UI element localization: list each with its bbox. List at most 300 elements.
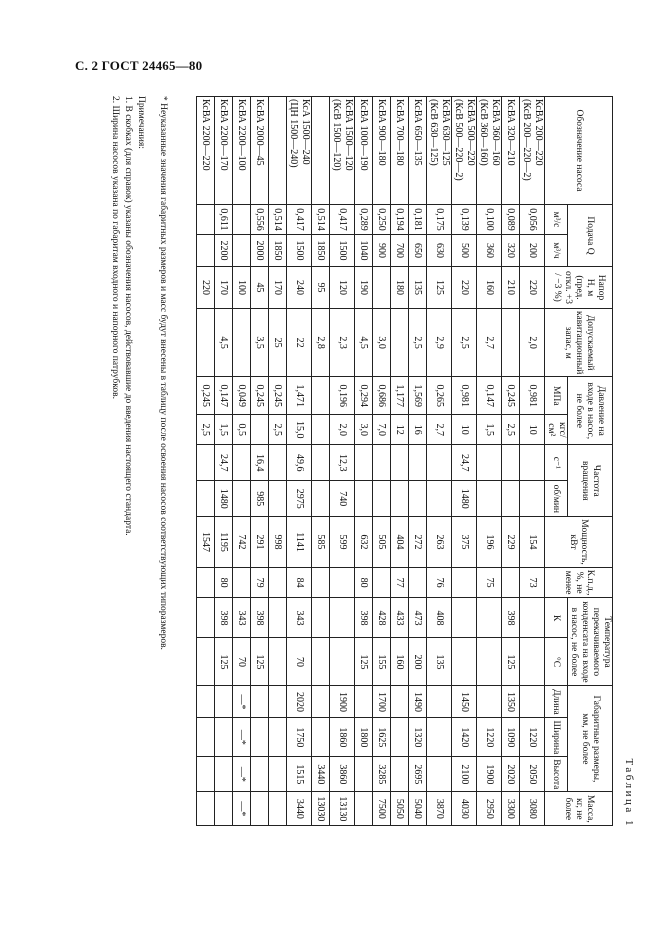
pump-name-cell [520, 97, 545, 205]
header-npsh: Допускаемый кавитационный запас, м [545, 309, 613, 377]
cell-width: 1220 [477, 718, 502, 757]
cell-per-s [409, 445, 427, 481]
cell-npsh: 22 [287, 309, 312, 377]
cell-rpm [233, 481, 251, 517]
cell-mpa: 0,981 [520, 377, 545, 415]
cell-length: 1700 [373, 686, 391, 718]
cell-length [251, 686, 269, 718]
header-speed: Частота вращения [568, 445, 613, 517]
cell-height [427, 757, 452, 792]
header-rpm: об/мин [545, 481, 568, 517]
cell-kgs: 2,0 [330, 415, 355, 445]
cell-kgs: 2,5 [269, 415, 287, 445]
cell-head: 120 [330, 267, 355, 309]
cell-m3h [233, 235, 251, 267]
cell-m3h: 500 [452, 235, 477, 267]
cell-eff: 84 [287, 567, 312, 598]
cell-power: 742 [233, 517, 251, 567]
cell-per-s [391, 445, 409, 481]
cell-k: 398 [355, 598, 373, 638]
table-row [409, 97, 427, 826]
cell-mass: 4030 [452, 792, 477, 826]
cell-m3s: 0,089 [502, 205, 520, 235]
cell-kgs [312, 415, 330, 445]
footnote: * Неуказанные значения габаритных размеров и масс будут внесены в таблицу после освоения насосов соответствующих типоразмеров. [158, 96, 168, 650]
cell-per-s: 24,7 [215, 445, 233, 481]
cell-mpa: 0,147 [215, 377, 233, 415]
cell-length [312, 686, 330, 718]
cell-rpm [373, 481, 391, 517]
cell-mass [355, 792, 373, 826]
cell-width: 1320 [409, 718, 427, 757]
note-2: 2. Ширина насосов указана по габаритам входного и напорного патрубков. [110, 96, 120, 399]
cell-head: 240 [287, 267, 312, 309]
cell-per-s [269, 445, 287, 481]
cell-npsh [197, 309, 215, 377]
table-caption: Таблица 1 [623, 758, 635, 828]
cell-per-s [355, 445, 373, 481]
cell-k: 343 [287, 598, 312, 638]
cell-length: 1900 [330, 686, 355, 718]
cell-width: 1800 [355, 718, 373, 757]
cell-head: 220 [520, 267, 545, 309]
cell-eff [502, 567, 520, 598]
cell-height: —* [233, 757, 251, 792]
rotated-table-area [93, 90, 639, 834]
cell-power: 196 [477, 517, 502, 567]
header-inlet-pressure: Давление на входе в насос, не более [568, 377, 613, 445]
header-power: Мощность, кВт [545, 517, 613, 567]
pump-name-cell [477, 97, 502, 205]
cell-height: 1515 [287, 757, 312, 792]
table-row [452, 97, 477, 826]
cell-m3h: 2200 [215, 235, 233, 267]
cell-k: 398 [215, 598, 233, 638]
pump-name-cell [502, 97, 520, 205]
cell-kgs: 15,0 [287, 415, 312, 445]
cell-mpa: 1,569 [409, 377, 427, 415]
cell-rpm: 1480 [215, 481, 233, 517]
pump-name-cell [330, 97, 355, 205]
cell-power: 505 [373, 517, 391, 567]
cell-m3s: 0,417 [330, 205, 355, 235]
cell-per-s: 16,4 [251, 445, 269, 481]
pump-designation: КсВА 2000—45 [254, 99, 266, 166]
cell-mass [269, 792, 287, 826]
cell-power: 229 [502, 517, 520, 567]
cell-width: 1860 [330, 718, 355, 757]
cell-c: 200 [409, 638, 427, 686]
cell-head: 160 [477, 267, 502, 309]
cell-mpa: 1,177 [391, 377, 409, 415]
pump-old-designation: (КсВ 500—220—2) [453, 99, 464, 181]
cell-eff: 76 [427, 567, 452, 598]
pump-designation: КсВА 1000—190 [358, 99, 370, 171]
cell-mpa [312, 377, 330, 415]
cell-eff: 75 [477, 567, 502, 598]
cell-c [312, 638, 330, 686]
cell-m3s [233, 205, 251, 235]
pump-old-designation: (КсВ 200—220—2) [521, 99, 532, 181]
cell-per-s [233, 445, 251, 481]
header-mass: Масса, кг, не более [545, 792, 613, 826]
pump-designation: КсВА 360—160 [490, 99, 501, 166]
cell-power: 263 [427, 517, 452, 567]
table-row [477, 97, 502, 826]
pump-old-designation: (КсВ 360—160) [478, 99, 489, 166]
cell-power: 1195 [215, 517, 233, 567]
cell-m3s: 0,194 [391, 205, 409, 235]
cell-eff [312, 567, 330, 598]
cell-per-s [373, 445, 391, 481]
cell-per-s: 24,7 [452, 445, 477, 481]
cell-k: 343 [233, 598, 251, 638]
cell-c [477, 638, 502, 686]
pump-name-cell [312, 97, 330, 205]
cell-mpa: 1,471 [287, 377, 312, 415]
cell-mass: 5040 [409, 792, 427, 826]
cell-head: 220 [197, 267, 215, 309]
cell-m3h [197, 235, 215, 267]
cell-k [197, 598, 215, 638]
cell-mass: 3870 [427, 792, 452, 826]
cell-head: 125 [427, 267, 452, 309]
cell-rpm [391, 481, 409, 517]
cell-power: 1547 [197, 517, 215, 567]
cell-height: 2100 [452, 757, 477, 792]
cell-width [251, 718, 269, 757]
table-row [287, 97, 312, 826]
cell-rpm [312, 481, 330, 517]
cell-c: 125 [502, 638, 520, 686]
cell-height [197, 757, 215, 792]
cell-m3h: 630 [427, 235, 452, 267]
cell-height: 2695 [409, 757, 427, 792]
cell-k: 398 [502, 598, 520, 638]
pump-name-cell [427, 97, 452, 205]
cell-power: 599 [330, 517, 355, 567]
cell-rpm [197, 481, 215, 517]
cell-power: 291 [251, 517, 269, 567]
pump-designation: КсВА 200—220 [533, 99, 544, 166]
cell-rpm [520, 481, 545, 517]
cell-c: 155 [373, 638, 391, 686]
cell-power: 632 [355, 517, 373, 567]
pump-designation: КсВА 500—220 [465, 99, 476, 166]
cell-height: 2050 [520, 757, 545, 792]
cell-m3h: 1500 [330, 235, 355, 267]
cell-height: 2020 [502, 757, 520, 792]
cell-length [215, 686, 233, 718]
cell-length [520, 686, 545, 718]
cell-m3h: 1500 [287, 235, 312, 267]
table-row [520, 97, 545, 826]
cell-kgs: 10 [452, 415, 477, 445]
cell-head: 180 [391, 267, 409, 309]
pump-name-cell [197, 97, 215, 205]
header-per-s: с⁻¹ [545, 445, 568, 481]
cell-width: 1220 [520, 718, 545, 757]
table-row [269, 97, 287, 826]
pump-designation: КсВА 2200—170 [218, 99, 230, 171]
cell-c: 135 [427, 638, 452, 686]
cell-length [269, 686, 287, 718]
cell-height: 3440 [312, 757, 330, 792]
pump-designation: КсВА 2200—220 [200, 99, 212, 171]
cell-m3h: 700 [391, 235, 409, 267]
notes-title: Примечания: [136, 96, 146, 149]
cell-rpm [409, 481, 427, 517]
cell-width: 1750 [287, 718, 312, 757]
cell-per-s: 12,3 [330, 445, 355, 481]
cell-eff [269, 567, 287, 598]
cell-m3s: 0,181 [409, 205, 427, 235]
cell-m3h: 320 [502, 235, 520, 267]
pump-designation: КсВА 2200—100 [236, 99, 248, 171]
pump-designation: КсВА 650—135 [412, 99, 424, 166]
cell-npsh: 2,5 [452, 309, 477, 377]
cell-mpa: 0,245 [197, 377, 215, 415]
cell-mpa: 0,196 [330, 377, 355, 415]
cell-mass: —* [233, 792, 251, 826]
table-row [373, 97, 391, 826]
cell-width: 1420 [452, 718, 477, 757]
cell-m3h: 1040 [355, 235, 373, 267]
header-height: Высота [545, 757, 568, 792]
cell-m3h: 2000 [251, 235, 269, 267]
cell-c [269, 638, 287, 686]
cell-height: 1900 [477, 757, 502, 792]
cell-m3h: 1850 [269, 235, 287, 267]
table-row [355, 97, 373, 826]
cell-height [355, 757, 373, 792]
header-c: °С [545, 638, 568, 686]
cell-eff [452, 567, 477, 598]
cell-kgs: 1,5 [477, 415, 502, 445]
cell-head: 190 [355, 267, 373, 309]
cell-eff: 77 [391, 567, 409, 598]
cell-mpa: 0,981 [452, 377, 477, 415]
cell-kgs: 10 [520, 415, 545, 445]
cell-power: 154 [520, 517, 545, 567]
cell-mass: 3440 [287, 792, 312, 826]
table-row [427, 97, 452, 826]
cell-width [269, 718, 287, 757]
cell-height [215, 757, 233, 792]
cell-npsh: 2,5 [409, 309, 427, 377]
cell-npsh [233, 309, 251, 377]
rotated-content [93, 90, 639, 834]
pump-name-cell [269, 97, 287, 205]
cell-npsh: 2,3 [330, 309, 355, 377]
header-mpa: МПа [545, 377, 568, 415]
pump-name-cell [215, 97, 233, 205]
cell-eff: 80 [355, 567, 373, 598]
cell-kgs: 12 [391, 415, 409, 445]
cell-per-s [197, 445, 215, 481]
cell-k [330, 598, 355, 638]
header-width: Ширина [545, 718, 568, 757]
cell-m3s: 0,139 [452, 205, 477, 235]
cell-power: 998 [269, 517, 287, 567]
cell-k [477, 598, 502, 638]
cell-k [520, 598, 545, 638]
cell-rpm [477, 481, 502, 517]
cell-eff [409, 567, 427, 598]
cell-c: 125 [215, 638, 233, 686]
cell-length [391, 686, 409, 718]
cell-npsh: 2,8 [312, 309, 330, 377]
pump-designation: КсВА 1500—120 [343, 99, 354, 171]
cell-power: 272 [409, 517, 427, 567]
pump-old-designation: (КсВ 1500—120) [331, 99, 342, 171]
cell-power: 404 [391, 517, 409, 567]
cell-m3s: 0,100 [477, 205, 502, 235]
cell-c [452, 638, 477, 686]
cell-npsh [502, 309, 520, 377]
cell-m3h: 650 [409, 235, 427, 267]
cell-width: 1090 [502, 718, 520, 757]
cell-npsh: 3,0 [373, 309, 391, 377]
cell-length [355, 686, 373, 718]
pump-name-cell [355, 97, 373, 205]
cell-rpm [355, 481, 373, 517]
cell-npsh: 2,9 [427, 309, 452, 377]
cell-m3s: 0,056 [520, 205, 545, 235]
cell-length: 1350 [502, 686, 520, 718]
cell-kgs: 16 [409, 415, 427, 445]
cell-eff [197, 567, 215, 598]
cell-k: 473 [409, 598, 427, 638]
header-head: Напор H, м (пред. откл. +3 / −3 %) [545, 267, 613, 309]
cell-head: 100 [233, 267, 251, 309]
pump-spec-table [196, 96, 613, 826]
cell-length: —* [233, 686, 251, 718]
pump-designation: КсВА 320—210 [505, 99, 517, 166]
cell-rpm: 2975 [287, 481, 312, 517]
cell-mass: 5050 [391, 792, 409, 826]
cell-kgs: 1,5 [215, 415, 233, 445]
cell-kgs: 3,0 [355, 415, 373, 445]
cell-m3s: 0,175 [427, 205, 452, 235]
pump-name-cell [287, 97, 312, 205]
cell-npsh: 2,0 [520, 309, 545, 377]
table-body [197, 97, 545, 826]
header-name: Обозначение насоса [545, 97, 613, 205]
cell-m3s: 0,289 [355, 205, 373, 235]
cell-kgs: 2,5 [502, 415, 520, 445]
cell-head: 95 [312, 267, 330, 309]
cell-mpa: 0,294 [355, 377, 373, 415]
cell-eff [373, 567, 391, 598]
pump-designation: КсВА 700—180 [394, 99, 406, 166]
cell-width [312, 718, 330, 757]
cell-width: 1625 [373, 718, 391, 757]
cell-mass: 13130 [330, 792, 355, 826]
cell-k: 433 [391, 598, 409, 638]
cell-rpm: 740 [330, 481, 355, 517]
cell-length [477, 686, 502, 718]
pump-name-cell [391, 97, 409, 205]
cell-head [373, 267, 391, 309]
cell-m3s: 0,611 [215, 205, 233, 235]
header-kgs: кгс/см² [545, 415, 568, 445]
cell-per-s [312, 445, 330, 481]
pump-designation: КсВА 630—125 [440, 99, 451, 166]
cell-m3h: 1850 [312, 235, 330, 267]
pump-name-cell [233, 97, 251, 205]
cell-length: 1450 [452, 686, 477, 718]
cell-length: 1490 [409, 686, 427, 718]
cell-m3s: 0,556 [251, 205, 269, 235]
table-row [502, 97, 520, 826]
cell-npsh: 3,5 [251, 309, 269, 377]
cell-mpa: 0,265 [427, 377, 452, 415]
header-supply: Подача Q [568, 205, 613, 267]
cell-eff [330, 567, 355, 598]
header-m3s: м³/с [545, 205, 568, 235]
pump-name-cell [373, 97, 391, 205]
cell-head: 170 [269, 267, 287, 309]
cell-c: 70 [287, 638, 312, 686]
cell-width [391, 718, 409, 757]
cell-length: 2020 [287, 686, 312, 718]
cell-kgs: 2,5 [197, 415, 215, 445]
cell-mpa: 0,049 [233, 377, 251, 415]
pump-name-cell [251, 97, 269, 205]
cell-height: 3860 [330, 757, 355, 792]
cell-k [269, 598, 287, 638]
cell-head: 170 [215, 267, 233, 309]
cell-power: 1141 [287, 517, 312, 567]
cell-kgs: 7,0 [373, 415, 391, 445]
cell-mass: 3300 [502, 792, 520, 826]
cell-mpa: 0,245 [502, 377, 520, 415]
table-row [197, 97, 215, 826]
table-row [312, 97, 330, 826]
cell-mpa: 0,245 [251, 377, 269, 415]
cell-eff: 79 [251, 567, 269, 598]
cell-eff: 73 [520, 567, 545, 598]
header-k: К [545, 598, 568, 638]
cell-k: 428 [373, 598, 391, 638]
table-row [215, 97, 233, 826]
cell-rpm: 1480 [452, 481, 477, 517]
cell-per-s [502, 445, 520, 481]
cell-mass [215, 792, 233, 826]
cell-head: 135 [409, 267, 427, 309]
cell-c: 160 [391, 638, 409, 686]
cell-width [427, 718, 452, 757]
cell-k: 408 [427, 598, 452, 638]
pump-designation: КсА 1500—240 [300, 99, 311, 165]
cell-mpa: 0,245 [269, 377, 287, 415]
cell-rpm [427, 481, 452, 517]
header-dims: Габаритные размеры, мм, не более [568, 686, 613, 792]
cell-k [312, 598, 330, 638]
pump-old-designation: (КсВ 630—125) [428, 99, 439, 166]
cell-m3s: 0,514 [269, 205, 287, 235]
pump-designation: КсВА 900—180 [376, 99, 388, 166]
cell-kgs [251, 415, 269, 445]
cell-head: 210 [502, 267, 520, 309]
cell-c [520, 638, 545, 686]
header-eff: К.п.д., %, не менее [545, 567, 613, 598]
cell-npsh: 2,7 [477, 309, 502, 377]
table-row [391, 97, 409, 826]
cell-npsh [391, 309, 409, 377]
cell-height [391, 757, 409, 792]
